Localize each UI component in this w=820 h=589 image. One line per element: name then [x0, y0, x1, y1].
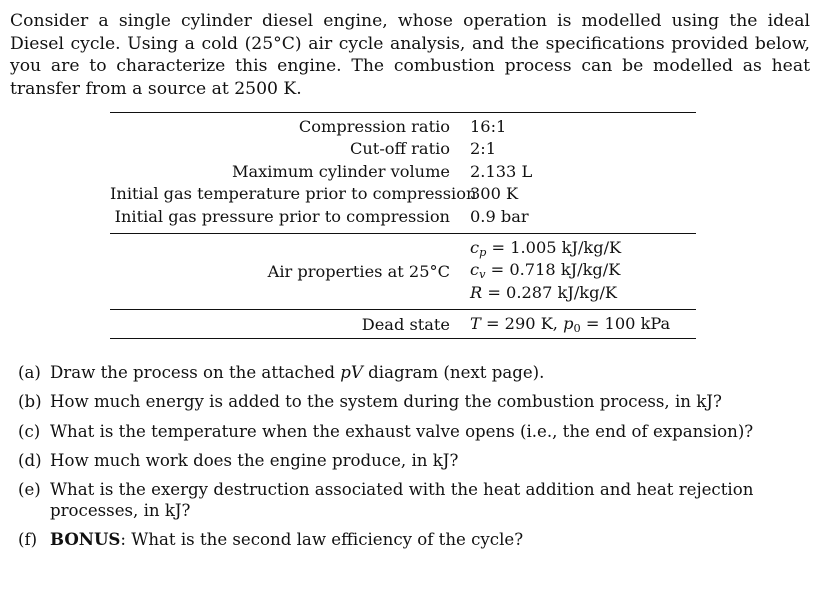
spec-label: Compression ratio [298, 117, 450, 136]
cv-value: $c_v = 0.718$ kJ/kg/K [470, 260, 621, 282]
dead-state-label: Dead state [361, 314, 450, 334]
spec-row-initial-temperature [110, 184, 696, 206]
question-list [18, 362, 808, 559]
spec-value: 16:1 [470, 117, 507, 136]
spec-label: Maximum cylinder volume [231, 161, 450, 181]
question-b [18, 391, 808, 412]
spec-label: Cut-off ratio [350, 139, 450, 159]
question-text: What is the temperature when the exhaust valve opens (i.e., the end of expansion)? [50, 421, 754, 441]
question-text: What is the exergy destruction associated with the heat addition and heat rejection processes, in kJ? [50, 480, 754, 521]
spec-label: Initial gas temperature prior to compression [110, 184, 477, 204]
spec-value: 2.133 L [470, 161, 533, 181]
spec-row-initial-pressure [110, 207, 696, 229]
spec-value: 0.9 bar [470, 206, 529, 226]
table-bottom-rule [110, 338, 696, 339]
question-f [18, 529, 808, 550]
question-c [18, 421, 808, 442]
question-label: (f) [18, 530, 38, 550]
question-label: (b) [18, 392, 42, 412]
spec-row-cutoff-ratio [110, 139, 696, 161]
question-text: BONUS: What is the second law efficiency of the cycle? [50, 529, 524, 550]
spec-value: 300 K [470, 184, 519, 204]
question-label: (d) [18, 450, 42, 470]
dead-state-row [110, 310, 696, 338]
air-properties-values [470, 238, 621, 305]
spec-block [110, 113, 696, 233]
question-e [18, 479, 808, 521]
question-text: How much work does the engine produce, in kJ? [50, 450, 459, 470]
question-label: (a) [18, 363, 41, 382]
spec-label: Initial gas pressure prior to compression [114, 206, 450, 226]
question-label: (c) [18, 421, 41, 441]
air-properties-block [110, 234, 696, 309]
question-text: Draw the process on the attached pV diagram (next page). [50, 363, 545, 382]
gas-constant-value: R = 0.287 kJ/kg/K [470, 282, 618, 302]
specifications-table [110, 112, 696, 339]
question-label: (e) [18, 480, 41, 500]
question-a [18, 362, 808, 383]
dead-state-value: T = 290 K, $p_0 = 100$ kPa [470, 313, 671, 335]
cp-value: $c_p = 1.005$ kJ/kg/K [470, 237, 622, 259]
spec-row-max-cylinder-volume [110, 162, 696, 184]
spec-row-compression-ratio [110, 117, 696, 139]
air-properties-label: Air properties at 25°C [267, 262, 450, 282]
spec-value: 2:1 [470, 139, 497, 159]
question-text: How much energy is added to the system during the combustion process, in kJ? [50, 392, 722, 412]
problem-intro: Consider a single cylinder diesel engine, whose operation is modelled using the ideal Diesel cycle. Using a cold (25°C) air cycle analysis, and the specifications provided below, you are to characterize this engine. The combustion process can be modelled as heat transfer from a source at 2500 K. [10, 11, 810, 99]
question-d [18, 450, 808, 471]
